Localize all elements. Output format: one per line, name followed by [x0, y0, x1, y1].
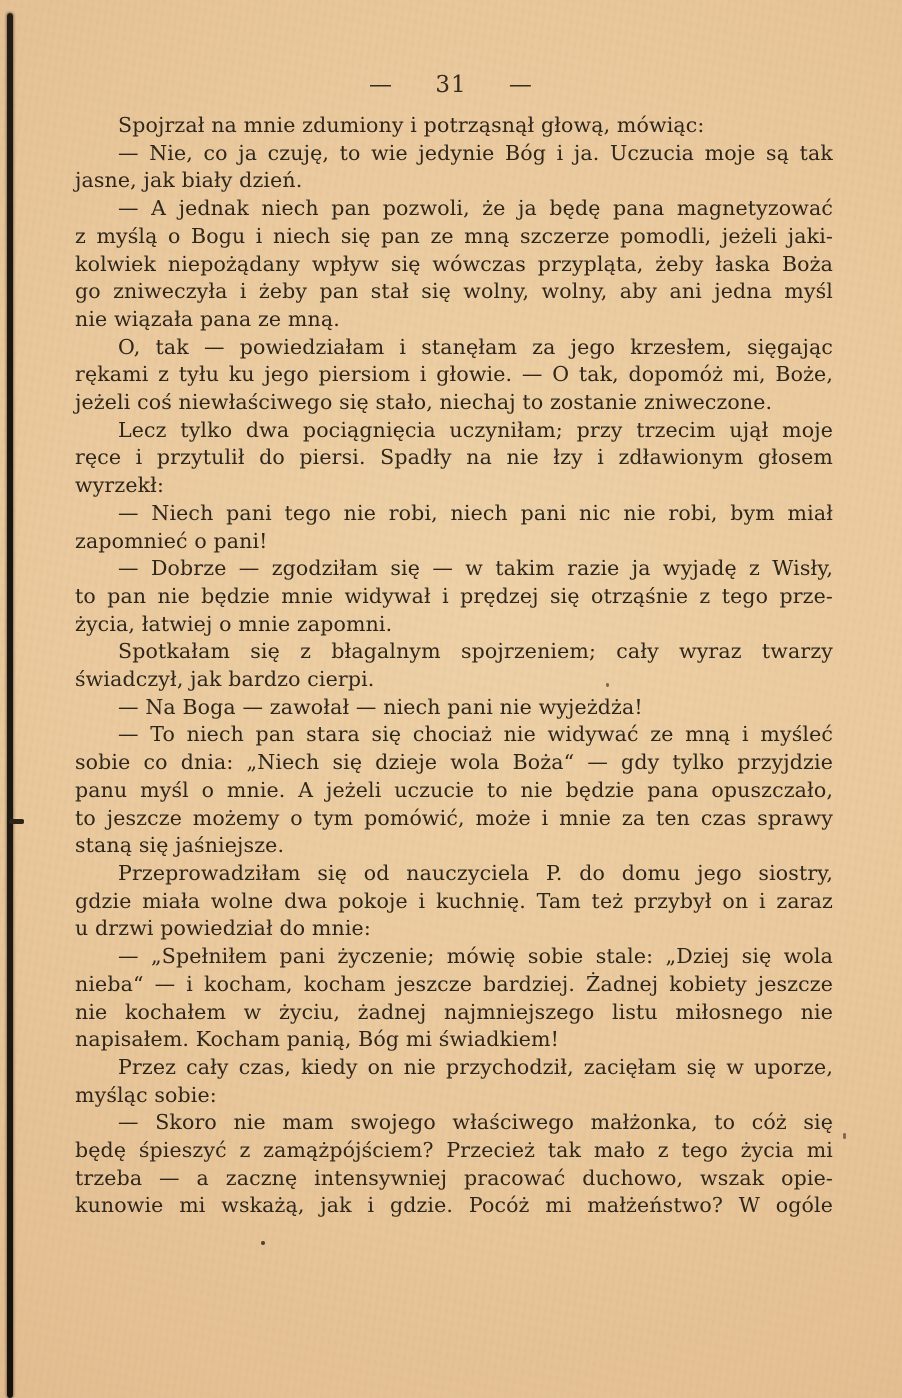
- text-line: jasne, jak biały dzień.: [75, 168, 303, 193]
- text-line: staną się jaśniejsze.: [75, 833, 285, 858]
- text-line: gdzie miała wolne dwa pokoje i kuchnię. Tam też przybył on i zaraz: [75, 888, 833, 913]
- paragraph: [75, 417, 833, 500]
- paragraph: [75, 638, 833, 693]
- text-line: nie wiązała pana ze mną.: [75, 306, 340, 331]
- text-line: — A jednak niech pan pozwoli, że ja będę pana magnetyzować: [118, 196, 833, 221]
- paragraph: [75, 943, 833, 1054]
- text-line: rękami z tyłu ku jego piersiom i głowie. — O tak, dopomóż mi, Boże,: [75, 362, 833, 387]
- page-text: [75, 112, 833, 1220]
- text-line: — Na Boga — zawołał — niech pani nie wyjeżdża!: [118, 694, 643, 719]
- page-number: — 31 —: [369, 72, 533, 98]
- text-line: panu myśl o mnie. A jeżeli uczucie to nie będzie pana opuszczało,: [75, 777, 833, 802]
- paragraph: [75, 1054, 833, 1109]
- paragraph: [75, 860, 833, 943]
- text-line: Przeprowadziłam się od nauczyciela P. do domu jego siostry,: [118, 860, 833, 885]
- ink-speck: [9, 819, 24, 824]
- ink-speck: [261, 1241, 265, 1245]
- text-line: Spotkałam się z błagalnym spojrzeniem; cały wyraz twarzy: [118, 639, 833, 664]
- text-line: życia, łatwiej o mnie zapomni.: [75, 611, 393, 636]
- paragraph: [75, 334, 833, 417]
- paragraph: [75, 694, 833, 722]
- text-line: z myślą o Bogu i niech się pan ze mną szczerze pomodli, jeżeli jaki-: [75, 223, 833, 248]
- paragraph: [75, 1109, 833, 1220]
- text-line: wyrzekł:: [75, 473, 165, 498]
- text-line: nie kochałem w życiu, żadnej najmniejszego listu miłosnego nie: [75, 999, 833, 1024]
- text-line: będę śpieszyć z zamążpójściem? Przecież tak mało z tego życia mi: [75, 1138, 833, 1163]
- paragraph: [75, 500, 833, 555]
- text-line: Spojrzał na mnie zdumiony i potrząsnął głową, mówiąc:: [118, 113, 705, 137]
- text-line: — Nie, co ja czuję, to wie jedynie Bóg i ja. Uczucia moje są tak: [118, 140, 833, 165]
- text-line: to pan nie będzie mnie widywał i prędzej się otrząśnie z tego prze-: [75, 583, 833, 608]
- text-line: Lecz tylko dwa pociągnięcia uczyniłam; przy trzecim ujął moje: [118, 417, 833, 442]
- text-line: myśląc sobie:: [75, 1082, 217, 1107]
- text-line: u drzwi powiedział do mnie:: [75, 916, 371, 941]
- paragraph: [75, 195, 833, 334]
- paragraph: [75, 721, 833, 860]
- text-line: to jeszcze możemy o tym pomówić, może i mnie za ten czas sprawy: [75, 805, 833, 830]
- text-line: sobie co dnia: „Niech się dzieje wola Boża“ — gdy tylko przyjdzie: [75, 750, 833, 775]
- text-line: — Skoro nie mam swojego właściwego małżonka, to cóż się: [118, 1110, 833, 1135]
- paragraph: [75, 555, 833, 638]
- text-line: trzeba — a zacznę intensywniej pracować duchowo, wszak opie-: [75, 1165, 833, 1190]
- paragraph: [75, 140, 833, 195]
- paragraph: [75, 112, 833, 140]
- text-line: O, tak — powiedziałam i stanęłam za jego krzesłem, sięgając: [118, 334, 833, 359]
- text-line: kunowie mi wskażą, jak i gdzie. Pocóż mi małżeństwo? W ogóle: [75, 1193, 833, 1218]
- text-line: napisałem. Kocham panią, Bóg mi świadkiem!: [75, 1027, 560, 1052]
- text-line: — Niech pani tego nie robi, niech pani nic nie robi, bym miał: [118, 500, 833, 525]
- text-line: — To niech pan stara się chociaż nie widywać ze mną i myśleć: [118, 722, 833, 747]
- text-line: nieba“ — i kocham, kocham jeszcze bardziej. Żadnej kobiety jeszcze: [75, 971, 833, 996]
- text-line: — „Spełniłem pani życzenie; mówię sobie stale: „Dziej się wola: [118, 944, 833, 969]
- text-line: Przez cały czas, kiedy on nie przychodził, zacięłam się w uporze,: [118, 1054, 833, 1079]
- text-line: zapomnieć o pani!: [75, 528, 268, 553]
- text-line: go zniweczyła i żeby pan stał się wolny, wolny, aby ani jedna myśl: [75, 279, 833, 304]
- text-line: ręce i przytulił do piersi. Spadły na nie łzy i zdławionym głosem: [75, 445, 833, 470]
- text-line: kolwiek niepożądany wpływ się wówczas przypląta, żeby łaska Boża: [75, 251, 833, 276]
- text-line: — Dobrze — zgodziłam się — w takim razie ja wyjadę z Wisły,: [118, 556, 833, 581]
- text-line: jeżeli coś niewłaściwego się stało, niechaj to zostanie zniweczone.: [75, 390, 773, 415]
- text-line: świadczył, jak bardzo cierpi.: [75, 667, 375, 692]
- scan-edge-line: [7, 13, 13, 1398]
- ink-speck: [843, 1133, 846, 1139]
